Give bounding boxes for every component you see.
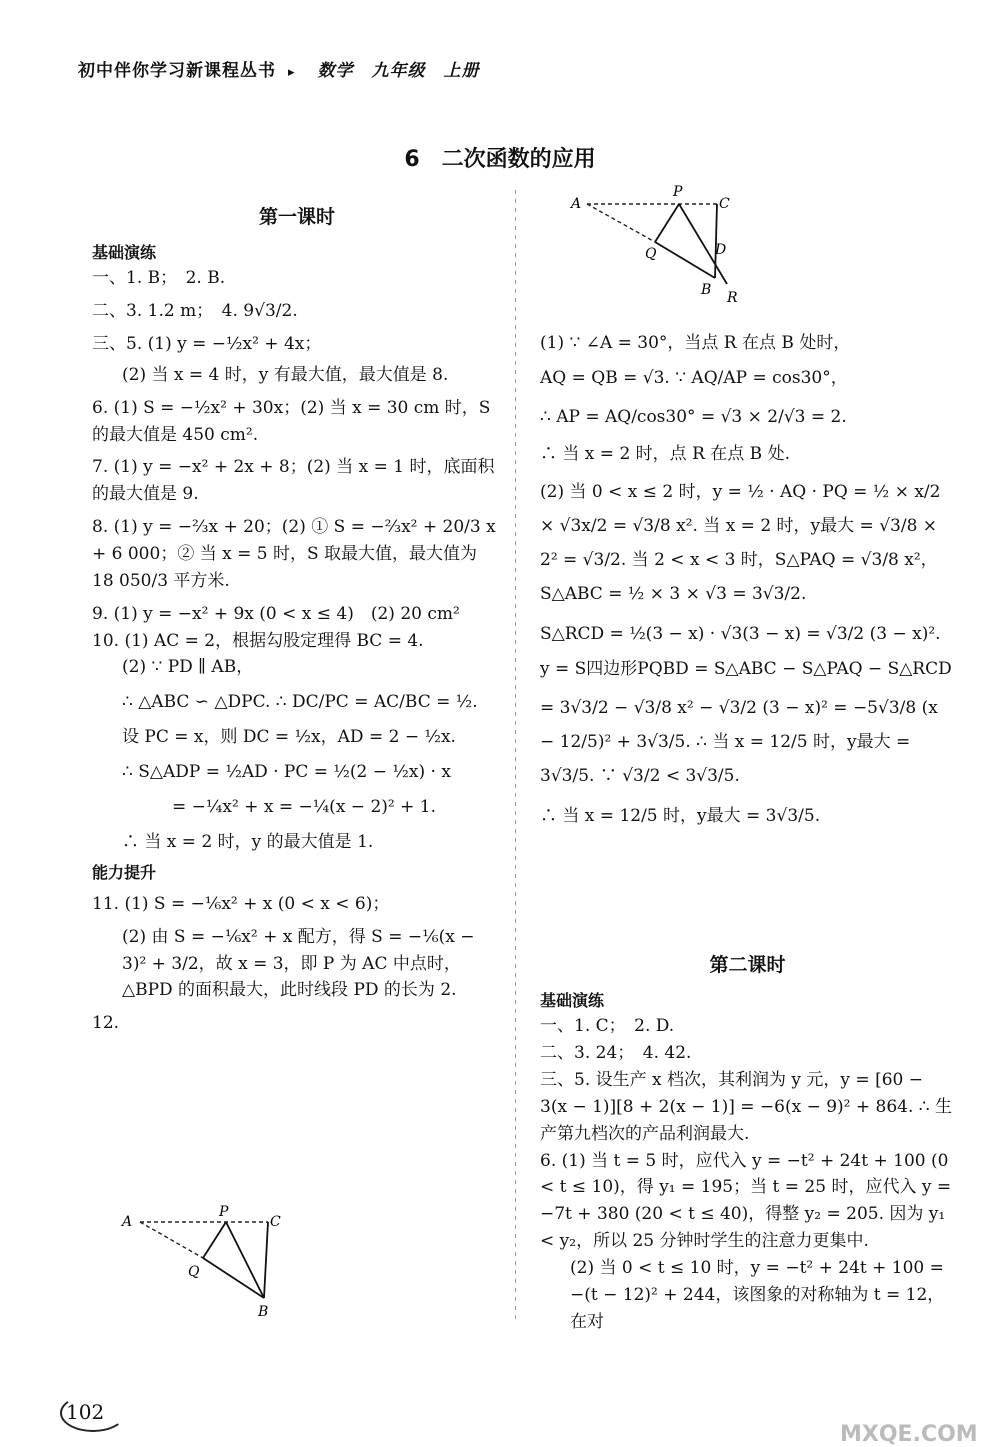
watermark-logo: MXQE.COM (840, 1422, 978, 1447)
right-column-top (540, 330, 955, 830)
ability-heading: 能力提升 (92, 862, 157, 882)
label-A: A (571, 196, 582, 212)
label-R: R (727, 290, 738, 305)
arrow-icon: ▸ (288, 65, 296, 80)
answer-line: 二、3. 1.2 m； 4. 9√3/2. (92, 301, 298, 322)
answer-line: 三、5. 设生产 x 档次，其利润为 y 元，y = [60 − 3(x − 1)][8 + 2(x − 1)] = −6(x − 9)² + 864. ∴ 生产第九档次的产品利润最大. (540, 1070, 953, 1144)
page-number: 102 (66, 1400, 105, 1424)
section-heading-2: 第二课时 (709, 954, 786, 976)
running-header (78, 56, 480, 81)
answer-line: ∴ AP = AQ/cos30° = √3 × 2/√3 = 2. (540, 406, 847, 427)
answer-line: ∴ 当 x = 2 时，点 R 在点 B 处. (540, 443, 790, 464)
right-column-bottom (540, 944, 955, 1336)
answer-line: ∴ S△ADP = ½AD · PC = ½(2 − ½x) · x (122, 762, 451, 783)
answer-line: y = S四边形PQBD = S△ABC − S△PAQ − S△RCD (540, 659, 952, 680)
answer-line: 8. (1) y = −⅔x + 20；(2) ① S = −⅔x² + 20/3 x + 6 000；② 当 x = 5 时，S 取最大值，最大值为 18 050/3 平方米. (92, 517, 496, 591)
answer-line: 三、5. (1) y = −½x² + 4x； (92, 334, 322, 354)
answer-line: ∴ 当 x = 2 时，y 的最大值是 1. (122, 831, 374, 852)
triangle-figure-12 (118, 1200, 288, 1320)
label-B: B (258, 1304, 269, 1320)
left-column (92, 196, 502, 1037)
answer-line: 二、3. 24； 4. 42. (540, 1043, 692, 1064)
section-heading-1: 第一课时 (258, 206, 335, 228)
answer-line: 10. (1) AC = 2，根据勾股定理得 BC = 4. (92, 630, 424, 651)
answer-line: 一、1. B； 2. B. (92, 268, 226, 289)
series-title: 初中伴你学习新课程丛书 (78, 61, 276, 81)
basic-practice-heading-2: 基础演练 (540, 991, 605, 1011)
answer-line: S△RCD = ½(3 − x) · √3(3 − x) = √3/2 (3 − x)². (540, 624, 941, 645)
column-divider (515, 190, 516, 1320)
answer-line: 11. (1) S = −⅙x² + x (0 < x < 6)； (92, 893, 390, 914)
answer-line: 12. (92, 1013, 120, 1034)
answer-line: 6. (1) S = −½x² + 30x；(2) 当 x = 30 cm 时，S 的最大值是 450 cm². (92, 397, 491, 445)
answer-line: 9. (1) y = −x² + 9x (0 < x ≤ 4) (2) 20 cm² (92, 603, 460, 624)
label-B: B (701, 282, 712, 298)
answer-line: 设 PC = x，则 DC = ½x，AD = 2 − ½x. (122, 727, 456, 748)
subject-label: 数学 九年级 上册 (317, 61, 480, 81)
label-Q: Q (645, 246, 657, 262)
answer-line: = 3√3/2 − √3/8 x² − √3/2 (3 − x)² = −5√3/8 (x − 12/5)² + 3√3/5. ∴ 当 x = 12/5 时，y最大 = 3√3/5. ∵ √3/2 < 3√3/5. (540, 698, 938, 787)
answer-line: ∴ △ABC ∽ △DPC. ∴ DC/PC = AC/BC = ½. (122, 692, 478, 713)
label-Q: Q (188, 1264, 200, 1280)
label-P: P (673, 184, 683, 200)
answer-line: AQ = QB = √3. ∵ AQ/AP = cos30°， (540, 367, 848, 388)
answer-line: (2) 当 x = 4 时，y 有最大值，最大值是 8. (122, 364, 449, 385)
label-D: D (715, 242, 727, 258)
answer-line: (2) 当 0 < t ≤ 10 时，y = −t² + 24t + 100 = −(t − 12)² + 244，该图象的对称轴为 t = 12，在对 (570, 1258, 945, 1332)
label-C: C (270, 1214, 281, 1230)
chapter-title: 6 二次函数的应用 (404, 147, 596, 172)
answer-line: (1) ∵ ∠A = 30°，当点 R 在点 B 处时， (540, 333, 851, 353)
basic-practice-heading: 基础演练 (92, 243, 157, 263)
answer-line: ∴ 当 x = 12/5 时，y最大 = 3√3/5. (540, 806, 821, 827)
answer-line: (2) 由 S = −⅙x² + x 配方，得 S = −⅙(x − 3)² + 3/2，故 x = 3，即 P 为 AC 中点时，△BPD 的面积最大，此时线段 PD 的长为 2. (122, 926, 475, 1001)
answer-line: (2) ∵ PD ∥ AB， (122, 657, 254, 678)
answer-line: 6. (1) 当 t = 5 时，应代入 y = −t² + 24t + 100 (0 < t ≤ 10)，得 y₁ = 195；当 t = 25 时，应代入 y = −7t + 380 (20 < t ≤ 40)，得整 y₂ = 205. 因为 y₁ < y₂，所以 25 分钟时学生的注意力更集中. (540, 1150, 952, 1252)
answer-line: 一、1. C； 2. D. (540, 1016, 675, 1037)
label-C: C (719, 196, 730, 212)
answer-line: 7. (1) y = −x² + 2x + 8；(2) 当 x = 1 时，底面积的最大值是 9. (92, 457, 495, 505)
answer-line: = −¼x² + x = −¼(x − 2)² + 1. (172, 796, 436, 817)
label-A: A (122, 1214, 133, 1230)
answer-line: (2) 当 0 < x ≤ 2 时，y = ½ · AQ · PQ = ½ × x/2 × √3x/2 = √3/8 x². 当 x = 2 时，y最大 = √3/8 × 2² = √3/2. 当 2 < x < 3 时，S△PAQ = √3/8 x²，S△ABC = ½ × 3 × √3 = 3√3/2. (540, 482, 941, 605)
triangle-figure-right (565, 180, 755, 305)
label-P: P (219, 1204, 229, 1220)
